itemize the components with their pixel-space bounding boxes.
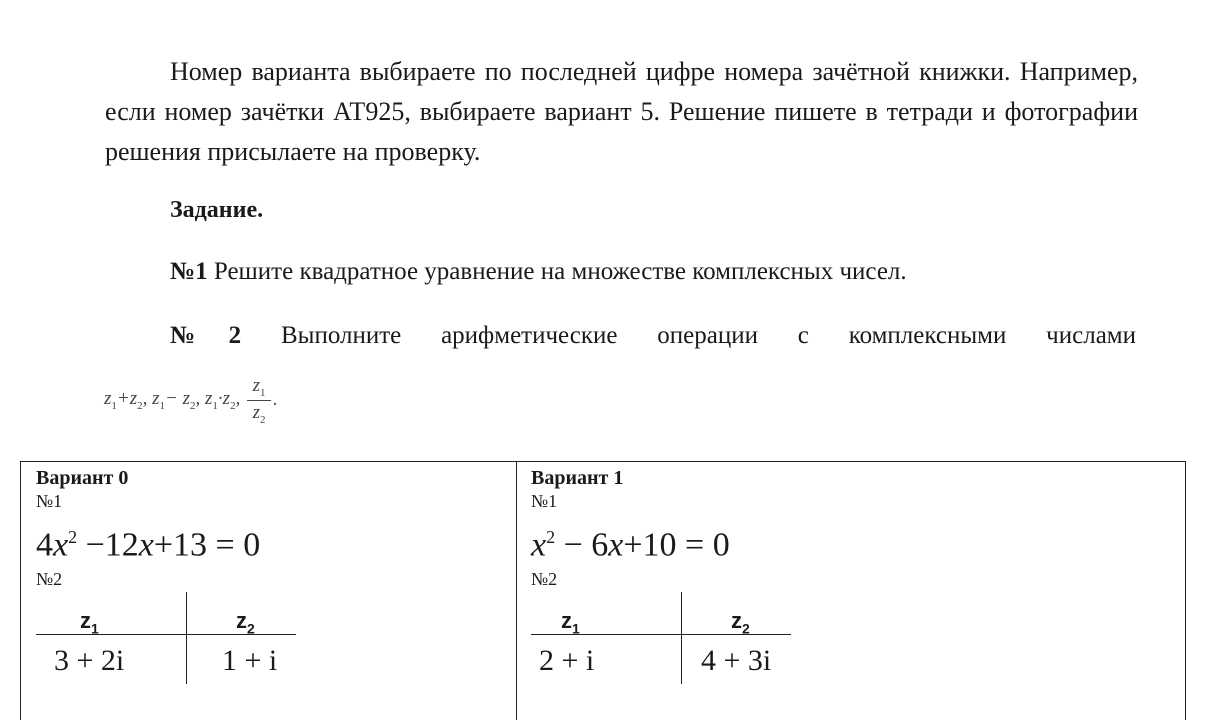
z1-header: $z_1$ (561, 608, 580, 637)
z-table-divider (681, 592, 682, 684)
variant-0-equation: $4x^2 -12x+13 = 0$ (36, 526, 261, 564)
variant-1-title: Вариант 1 (531, 467, 624, 489)
variant-0-cell (36, 466, 296, 692)
variant-0-z2-value: 1 + i (222, 644, 278, 678)
task-1-text: Решите квадратное уравнение на множестве комплексных чисел. (213, 258, 907, 285)
variant-0-task1-label: №1 (36, 491, 63, 511)
z-table-rule (36, 634, 296, 635)
variant-0-z-table (36, 592, 296, 692)
z-table-rule (531, 634, 791, 635)
variant-1-equation: $x^2 - 6x+10 = 0$ (531, 526, 730, 564)
variant-1-task2-label: №2 (531, 569, 558, 590)
task-1 (170, 258, 907, 286)
variant-1-z1-value: 2 + i (539, 644, 595, 678)
variant-0-z1-value: 3 + 2i (54, 644, 125, 678)
operations-formula: $z_1+z_2$, $z_1- z_2$, $z_1\cdot z_2$, $\frac{z_1}{z_2}$ . (104, 374, 278, 426)
variant-1-task1-label: №1 (531, 491, 558, 511)
task-2-number: №2 (170, 322, 242, 349)
variant-1-z-table (531, 592, 791, 692)
assignment-heading: Задание. (170, 197, 264, 223)
z2-header: $z_2$ (731, 608, 750, 637)
variant-0-title: Вариант 0 (36, 467, 129, 489)
task-1-number: №1 (170, 258, 208, 285)
instructions-paragraph: Номер варианта выбираете по последней цифре номера зачётной книжки. Например, если номер зачётки АТ925, выбираете вариант 5. Решение пишете в тетради и фотографии решения присылаете на проверку. (105, 57, 1138, 166)
variant-1-z2-value: 4 + 3i (701, 644, 772, 678)
task-2 (170, 322, 1136, 350)
variants-divider (516, 462, 517, 720)
variant-1-cell (531, 466, 791, 692)
z-table-divider (186, 592, 187, 684)
quotient-fraction: $\frac{z_1}{z_2}$ (247, 375, 271, 426)
variant-0-task2-label: №2 (36, 569, 63, 590)
variants-table (20, 461, 1186, 720)
z2-header: $z_2$ (236, 608, 255, 637)
z1-header: $z_1$ (80, 608, 99, 637)
task-2-text: Выполните арифметические операции с комплексными числами (281, 322, 1136, 349)
